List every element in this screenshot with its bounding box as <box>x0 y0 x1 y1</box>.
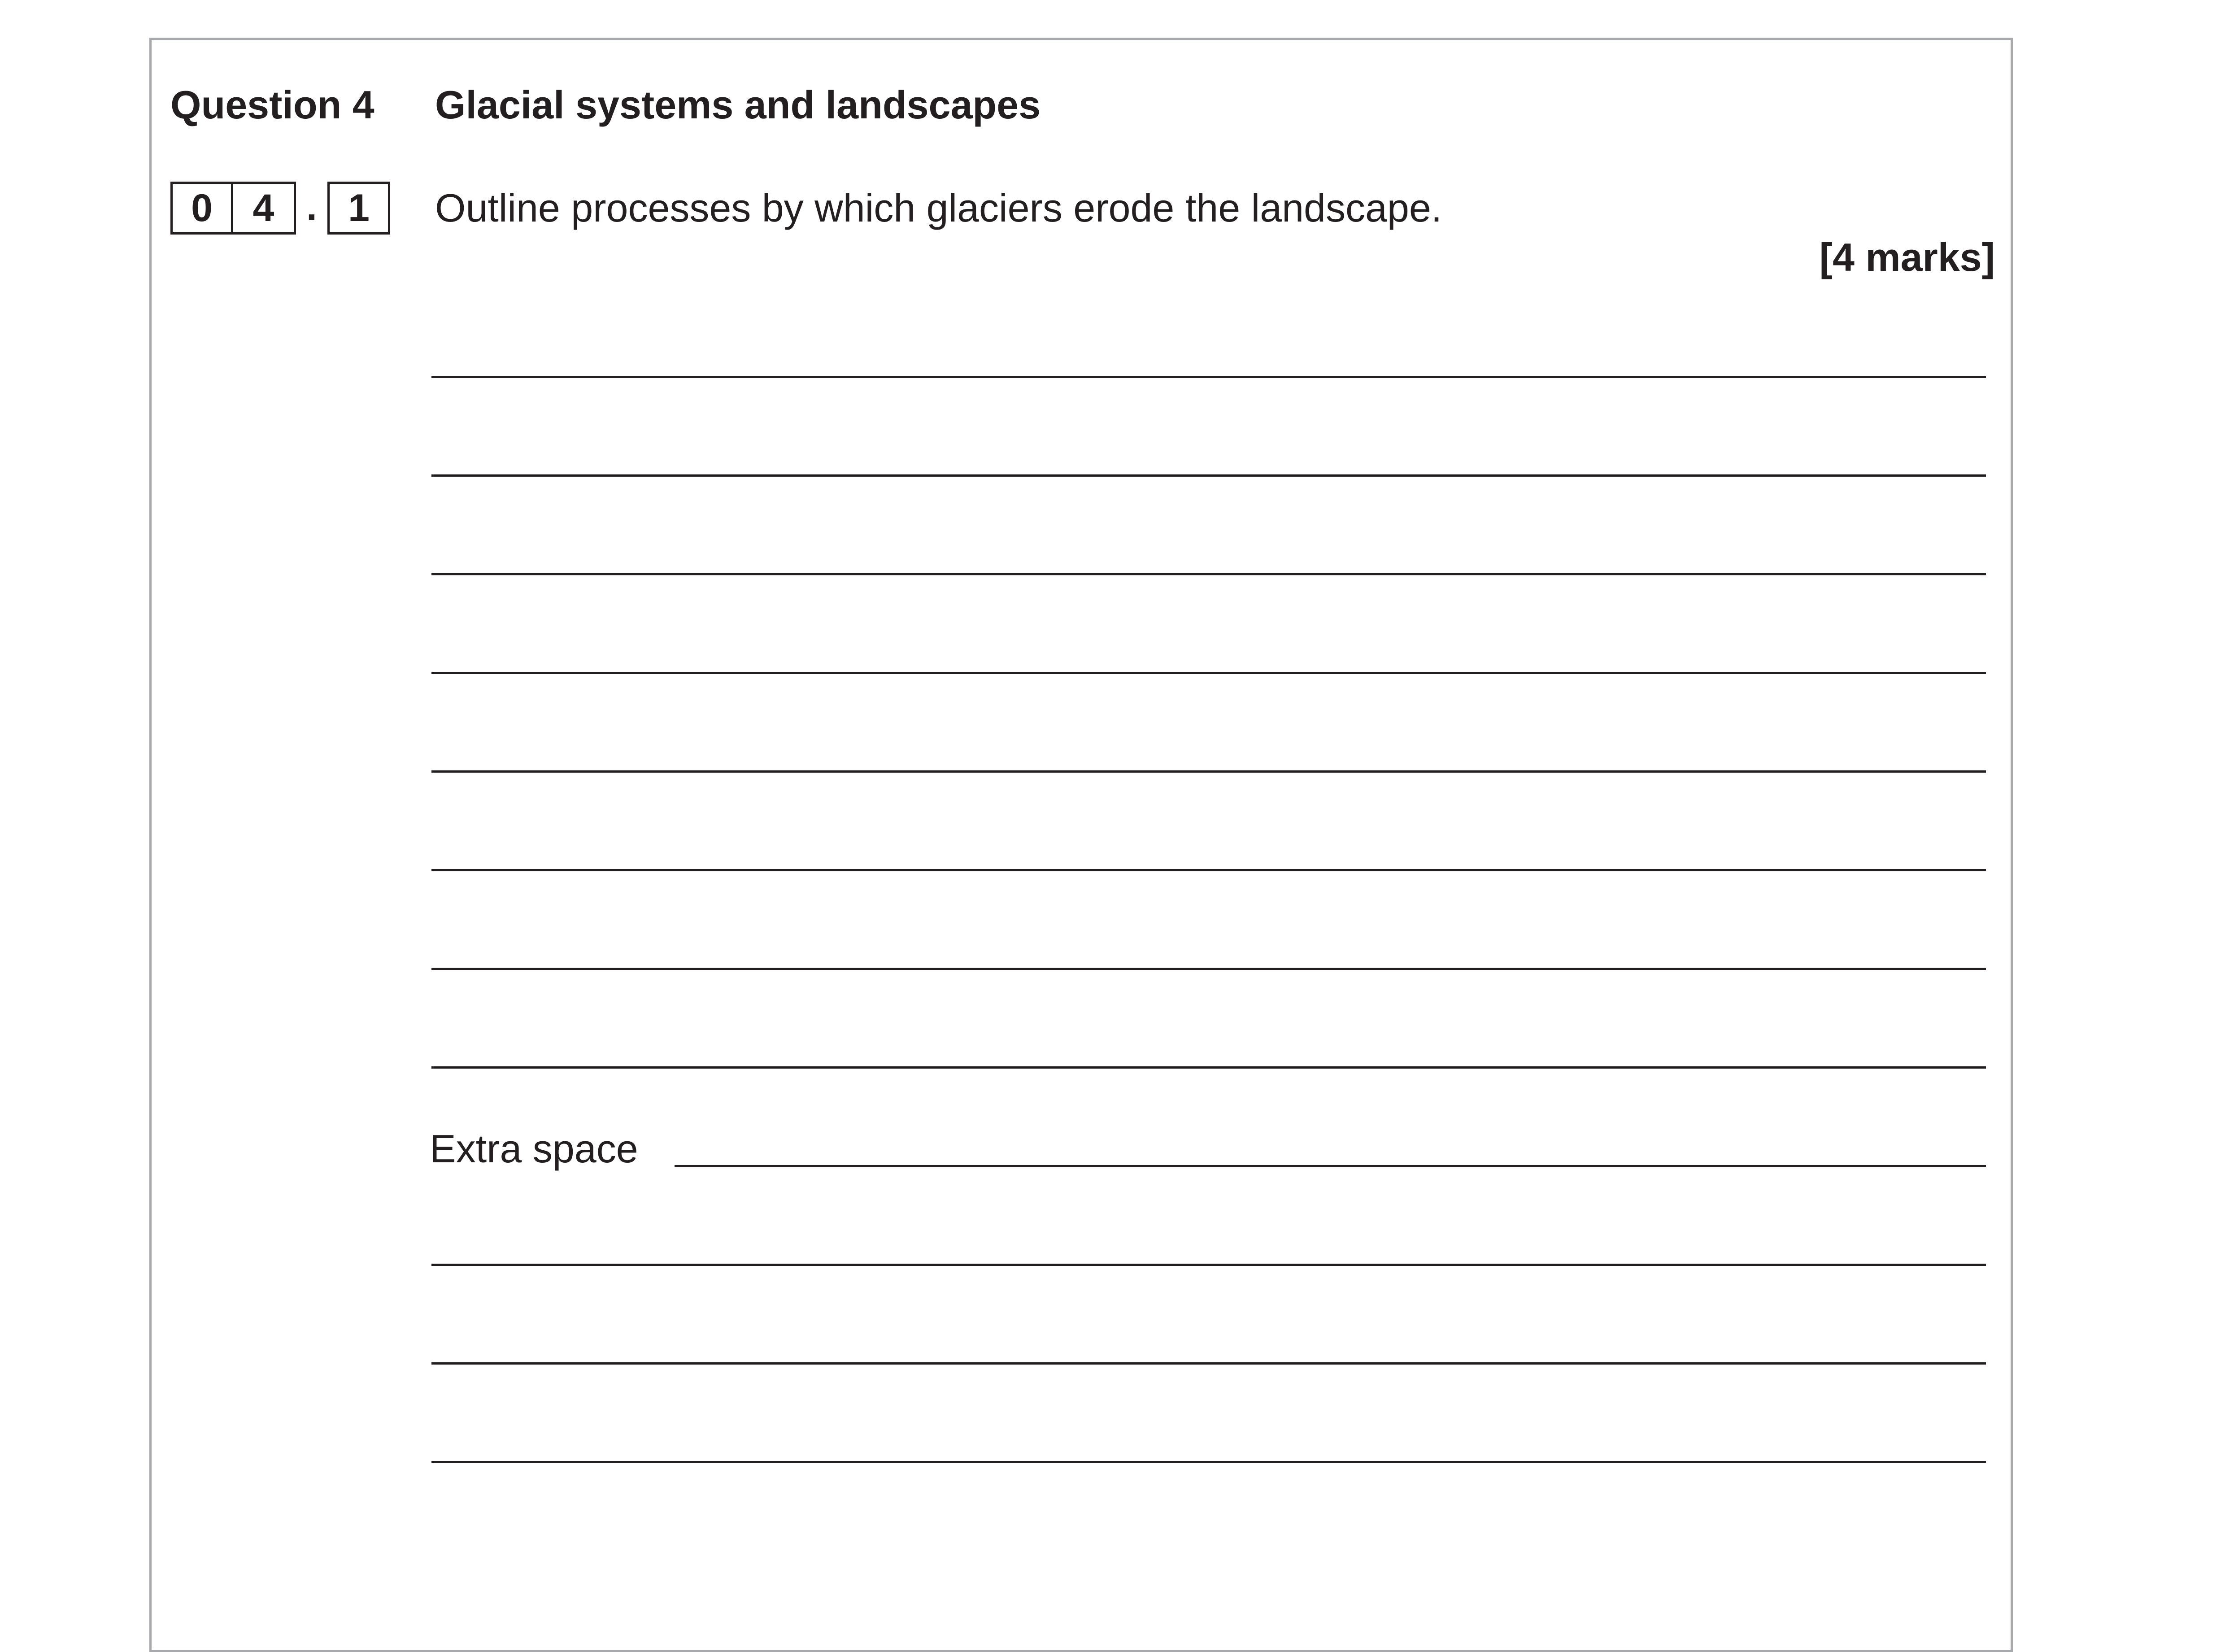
extra-space-line[interactable] <box>431 1362 1986 1365</box>
question-digit-box: 0 <box>170 182 233 235</box>
part-digit-box: 1 <box>327 182 390 235</box>
extra-space-label: Extra space <box>430 1126 638 1171</box>
page-border <box>149 38 2013 1652</box>
answer-line[interactable] <box>431 376 1986 378</box>
answer-line[interactable] <box>431 770 1986 773</box>
extra-space-line[interactable] <box>431 1461 1986 1463</box>
marks-allocation: [4 marks] <box>1819 235 1995 279</box>
answer-line[interactable] <box>431 474 1986 477</box>
answer-line[interactable] <box>431 672 1986 674</box>
question-digit-box: 4 <box>233 182 296 235</box>
extra-space-line[interactable] <box>431 1264 1986 1266</box>
question-title: Glacial systems and landscapes <box>435 83 1041 127</box>
answer-line[interactable] <box>431 573 1986 575</box>
answer-line[interactable] <box>431 1066 1986 1069</box>
answer-line[interactable] <box>431 869 1986 871</box>
question-number-boxes <box>170 182 390 235</box>
question-prompt: Outline processes by which glaciers erode the landscape. <box>435 186 1442 230</box>
extra-space-line[interactable] <box>675 1165 1986 1167</box>
answer-line[interactable] <box>431 968 1986 970</box>
question-number-separator: . <box>306 186 317 229</box>
question-label: Question 4 <box>170 83 374 127</box>
